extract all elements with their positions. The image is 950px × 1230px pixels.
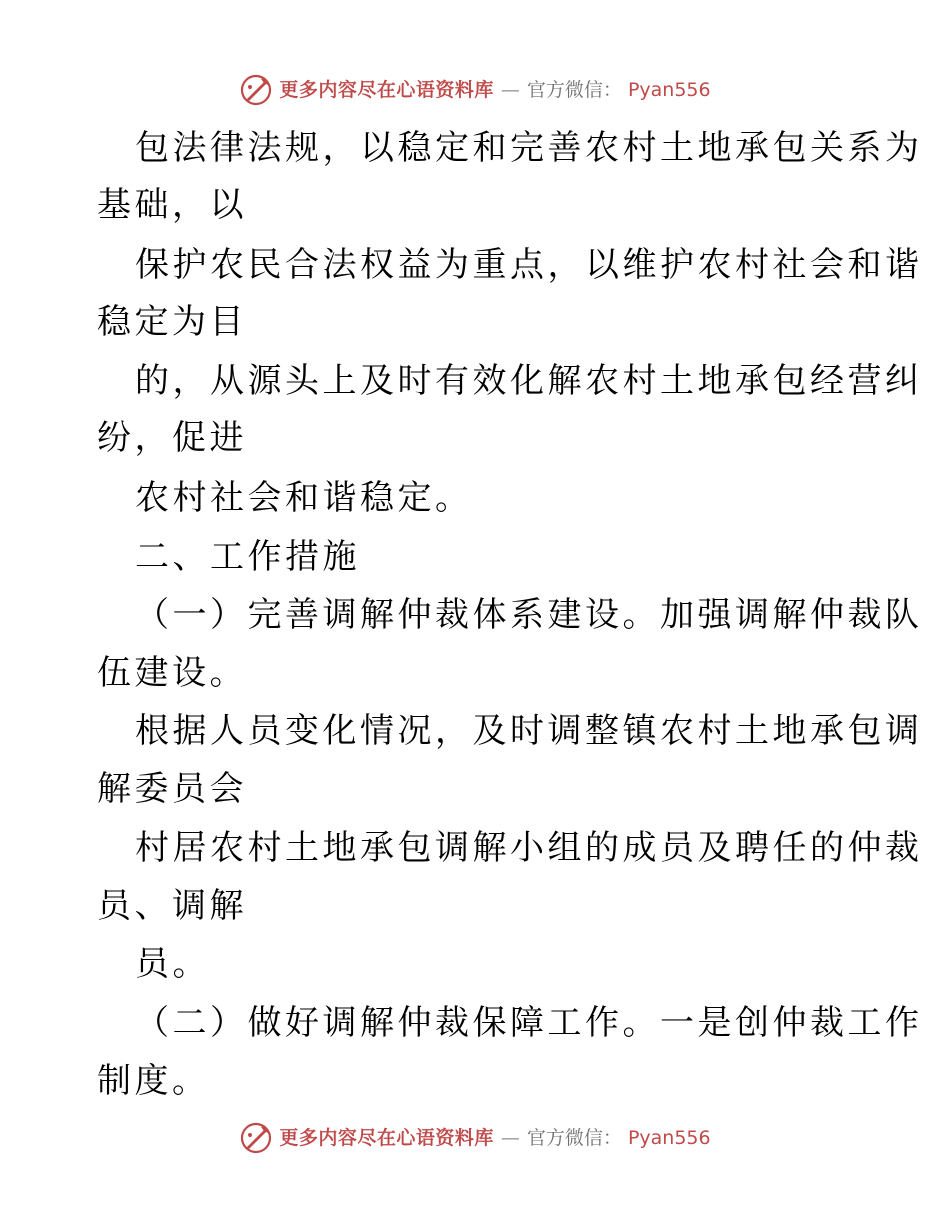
section-heading: 二、工作措施	[135, 537, 360, 577]
text-line: 伍建设。	[97, 653, 247, 693]
text-line: 基础，以	[97, 185, 247, 225]
watermark-wechat-id: Pyan556	[627, 1126, 711, 1149]
watermark-wechat-label: 官方微信：	[526, 78, 622, 101]
watermark-wechat-id: Pyan556	[627, 78, 711, 101]
watermark-dash: —	[500, 1126, 520, 1149]
quill-logo-icon	[239, 73, 273, 107]
quill-logo-icon	[239, 1121, 273, 1155]
text-line: 员、调解	[97, 886, 247, 926]
text-line: 纷，促进	[97, 418, 247, 458]
footer-watermark	[0, 1118, 950, 1158]
text-line: 稳定为目	[97, 302, 247, 342]
watermark-wechat-label: 官方微信：	[526, 1126, 622, 1149]
text-line: 村居农村土地承包调解小组的成员及聘任的仲裁	[135, 828, 923, 868]
text-line: 的，从源头上及时有效化解农村土地承包经营纠	[135, 361, 923, 401]
text-line: 员。	[135, 944, 210, 984]
text-line: （二）做好调解仲裁保障工作。一是创仲裁工作	[135, 1003, 923, 1043]
header-watermark	[0, 70, 950, 110]
text-line: 保护农民合法权益为重点，以维护农村社会和谐	[135, 245, 923, 285]
watermark-site-text: 更多内容尽在心语资料库	[279, 1126, 494, 1149]
text-line: （一）完善调解仲裁体系建设。加强调解仲裁队	[135, 595, 923, 635]
text-line: 包法律法规，以稳定和完善农村土地承包关系为	[135, 128, 923, 168]
watermark-site-text: 更多内容尽在心语资料库	[279, 78, 494, 101]
watermark-dash: —	[500, 78, 520, 101]
text-line: 农村社会和谐稳定。	[135, 478, 473, 518]
text-line: 制度。	[97, 1061, 210, 1101]
text-line: 根据人员变化情况，及时调整镇农村土地承包调	[135, 711, 923, 751]
text-line: 解委员会	[97, 769, 247, 809]
